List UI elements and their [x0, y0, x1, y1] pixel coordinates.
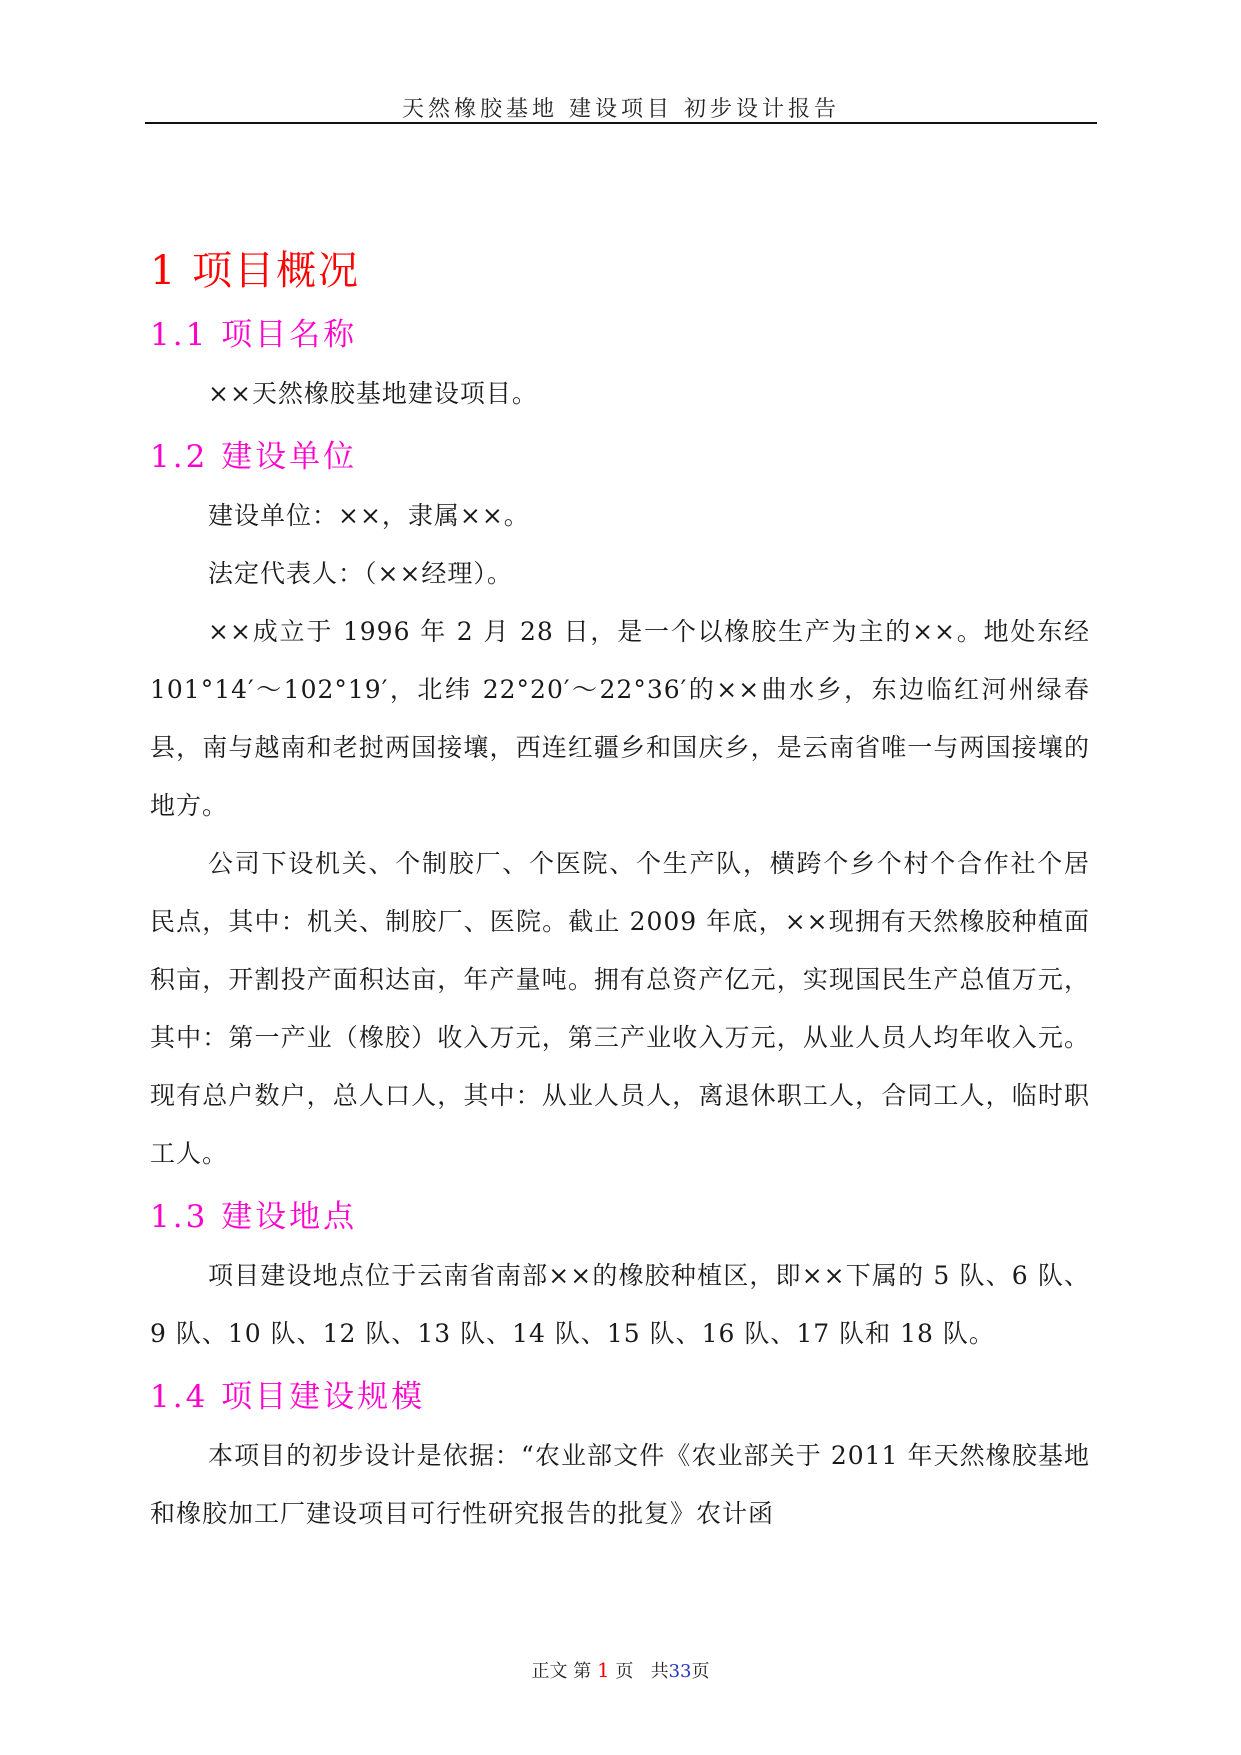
footer-label-main: 正文 [531, 1661, 568, 1682]
paragraph: 本项目的初步设计是依据：“农业部文件《农业部关于 2011 年天然橡胶基地和橡胶加工厂建设项目可行性研究报告的批复》农计函 [150, 1441, 1090, 1528]
footer-label-di: 第 [573, 1661, 592, 1682]
section-heading-1-3: 1.3 建设地点 [150, 1199, 358, 1235]
total-pages: 33 [668, 1661, 692, 1682]
paragraph: 建设单位：××，隶属××。 [208, 501, 530, 530]
running-header: 天然橡胶基地 建设项目 初步设计报告 [402, 97, 840, 122]
document-body [150, 243, 1090, 1543]
section-heading-1-2: 1.2 建设单位 [150, 439, 358, 475]
page-number: 1 [596, 1658, 610, 1682]
paragraph: ××成立于 1996 年 2 月 28 日，是一个以橡胶生产为主的××。地处东经 101°14′～102°19′，北纬 22°20′～22°36′的××曲水乡，东边临红河州绿春县，南与越南和老挝两国接壤，西连红疆乡和国庆乡，是云南省唯一与两国接壤的地方。 [150, 617, 1090, 820]
section-heading-1-4: 1.4 项目建设规模 [150, 1379, 426, 1415]
footer-label-ye2: 页 [691, 1661, 710, 1682]
page-footer [0, 1657, 1241, 1683]
chapter-title: 1 项目概况 [150, 248, 361, 294]
paragraph: ××天然橡胶基地建设项目。 [208, 379, 538, 408]
footer-label-gong: 共 [650, 1661, 669, 1682]
paragraph: 项目建设地点位于云南省南部××的橡胶种植区，即××下属的 5 队、6 队、9 队、10 队、12 队、13 队、14 队、15 队、16 队、17 队和 18 队。 [150, 1261, 1090, 1348]
section-heading-1-1: 1.1 项目名称 [150, 317, 358, 353]
header-divider [145, 122, 1097, 124]
paragraph: 公司下设机关、个制胶厂、个医院、个生产队，横跨个乡个村个合作社个居民点，其中：机关、制胶厂、医院。截止 2009 年底，××现拥有天然橡胶种植面积亩，开割投产面积达亩，年产量吨。拥有总资产亿元，实现国民生产总值万元，其中：第一产业（橡胶）收入万元，第三产业收入万元，从业人员人均年收入元。现有总户数户，总人口人，其中：从业人员人，离退休职工人，合同工人，临时职工人。 [150, 849, 1090, 1168]
paragraph: 法定代表人：（××经理）。 [208, 559, 513, 588]
footer-label-ye: 页 [615, 1661, 634, 1682]
